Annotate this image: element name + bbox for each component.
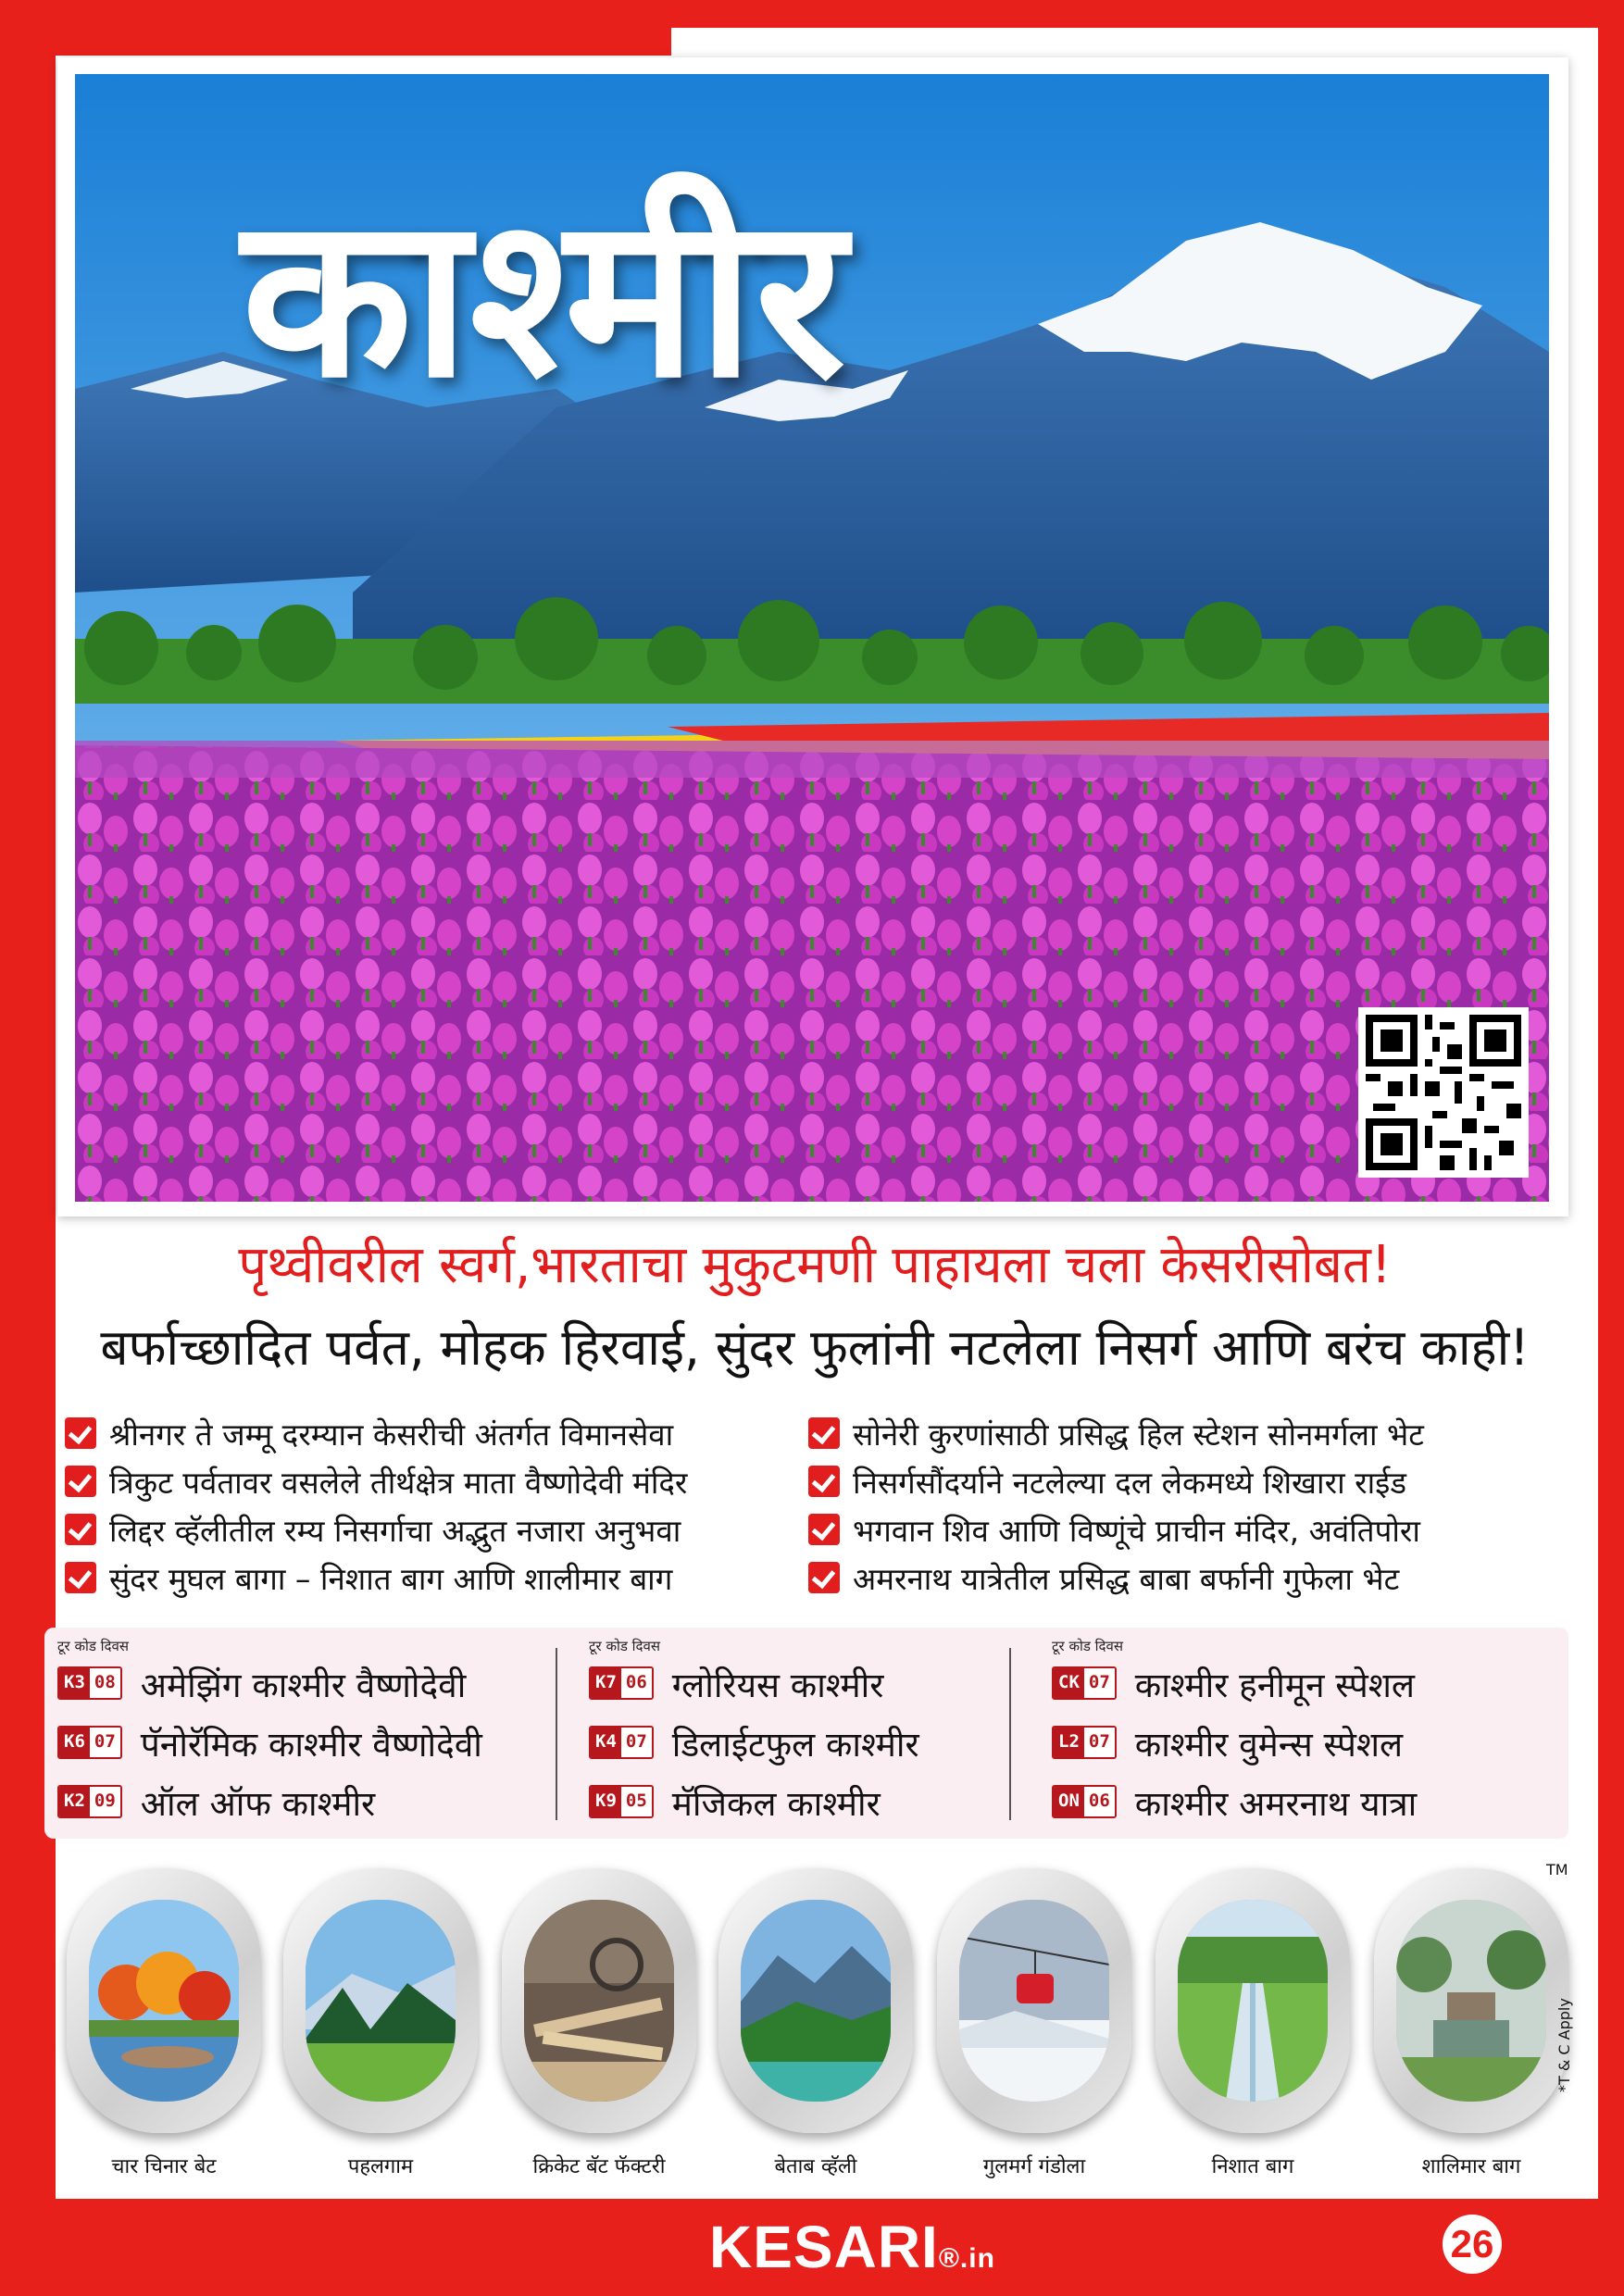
window-betaab-valley[interactable] — [718, 1868, 913, 2178]
tour-days: 06 — [1084, 1787, 1115, 1816]
hero-image — [75, 74, 1549, 1202]
qr-code-icon — [1366, 1015, 1521, 1170]
tour-row[interactable] — [1052, 1713, 1533, 1772]
highlight-item — [65, 1554, 672, 1602]
tour-row[interactable] — [1052, 1653, 1533, 1713]
tour-name: ग्लोरियस काश्मीर — [671, 1665, 884, 1705]
highlight-item — [808, 1409, 1424, 1457]
checkbox-icon — [65, 1417, 96, 1449]
checkbox-icon — [808, 1466, 840, 1497]
cable-car-photo — [959, 1900, 1109, 2102]
window-label: बेताब व्हॅली — [774, 2155, 857, 2178]
garden-fountain-photo — [1396, 1900, 1546, 2102]
window-char-chinar[interactable] — [67, 1868, 261, 2178]
window-label: चार चिनार बेट — [111, 2155, 217, 2178]
checkbox-icon — [808, 1417, 840, 1449]
tour-row[interactable] — [589, 1653, 1070, 1713]
qr-code[interactable] — [1358, 1007, 1529, 1178]
tour-days: 07 — [1084, 1728, 1115, 1757]
tour-name: डिलाईटफुल काश्मीर — [671, 1724, 919, 1765]
tour-code-caption: टूर कोड दिवस — [589, 1638, 660, 1654]
highlight-text: त्रिकुट पर्वतावर वसलेले तीर्थक्षेत्र माता वैष्णोदेवी मंदिर — [109, 1464, 688, 1501]
highlight-text: सुंदर मुघल बागा – निशात बाग आणि शालीमार बाग — [109, 1560, 673, 1597]
tour-code: K4 — [591, 1728, 621, 1757]
river-valley-photo — [741, 1900, 891, 2102]
tour-row[interactable] — [57, 1772, 539, 1831]
tour-code-badge — [589, 1666, 654, 1700]
tour-code: L2 — [1054, 1728, 1084, 1757]
tour-code: CK — [1054, 1668, 1084, 1698]
tour-name: अमेझिंग काश्मीर वैष्णोदेवी — [140, 1665, 467, 1705]
tour-code-caption: टूर कोड दिवस — [1052, 1638, 1123, 1654]
window-pahalgam[interactable] — [283, 1868, 478, 2178]
tour-row[interactable] — [57, 1653, 539, 1713]
tour-code-badge — [57, 1785, 122, 1818]
tour-column — [1052, 1637, 1533, 1831]
tour-code: K2 — [59, 1787, 90, 1816]
hero-title: काश्मीर — [242, 166, 846, 427]
highlight-item — [808, 1505, 1420, 1554]
tour-days: 07 — [621, 1728, 652, 1757]
highlight-text: लिद्दर व्हॅलीतील रम्य निसर्गाचा अद्भुत नजारा अनुभवा — [109, 1512, 681, 1549]
tour-code-badge — [589, 1785, 654, 1818]
window-label: क्रिकेट बॅट फॅक्टरी — [532, 2155, 666, 2178]
tour-code: K3 — [59, 1668, 90, 1698]
window-label: निशात बाग — [1211, 2155, 1294, 2178]
highlights-list — [65, 1409, 1555, 1603]
tour-row[interactable] — [589, 1713, 1070, 1772]
tour-code-badge — [1052, 1666, 1117, 1700]
highlight-item — [65, 1505, 681, 1554]
trademark-mark: TM — [1546, 1861, 1568, 1878]
highlight-text: अमरनाथ यात्रेतील प्रसिद्ध बाबा बर्फानी गुफेला भेट — [853, 1560, 1400, 1597]
window-bat-factory[interactable] — [502, 1868, 696, 2178]
tour-days: 07 — [90, 1728, 120, 1757]
tour-column — [57, 1637, 539, 1831]
tour-row[interactable] — [589, 1772, 1070, 1831]
tour-code-badge — [57, 1726, 122, 1759]
tour-days: 05 — [621, 1787, 652, 1816]
valley-meadow-photo — [306, 1900, 456, 2102]
highlight-item — [65, 1409, 673, 1457]
brand-logo[interactable] — [709, 2213, 995, 2281]
window-nishat-bagh[interactable] — [1156, 1868, 1350, 2178]
headline-secondary: बर्फाच्छादित पर्वत, मोहक हिरवाई, सुंदर फुलांनी नटलेला निसर्ग आणि बरंच काही! — [100, 1318, 1530, 1377]
tour-code: K7 — [591, 1668, 621, 1698]
tour-code-badge — [1052, 1726, 1117, 1759]
tour-name: काश्मीर हनीमून स्पेशल — [1134, 1665, 1415, 1705]
tour-days: 06 — [621, 1668, 652, 1698]
frame-top-band-right — [671, 0, 1624, 28]
window-shalimar-bagh[interactable] — [1374, 1868, 1568, 2178]
tour-days: 08 — [90, 1668, 120, 1698]
page-number: 26 — [1443, 2215, 1502, 2274]
tour-row[interactable] — [1052, 1772, 1533, 1831]
terms-note: *T & C Apply — [1555, 1998, 1573, 2092]
tour-code-badge — [589, 1726, 654, 1759]
tour-days: 07 — [1084, 1668, 1115, 1698]
tour-code-caption: टूर कोड दिवस — [57, 1638, 129, 1654]
highlight-text: श्रीनगर ते जम्मू दरम्यान केसरीची अंतर्गत विमानसेवा — [109, 1416, 674, 1453]
window-label: पहलगाम — [347, 2155, 414, 2178]
brand-name: KESARI — [709, 2214, 939, 2280]
tour-code: ON — [1054, 1787, 1084, 1816]
highlight-text: भगवान शिव आणि विष्णूंचे प्राचीन मंदिर, अवंतिपोरा — [853, 1512, 1420, 1549]
tour-column — [589, 1637, 1070, 1831]
highlight-text: निसर्गसौंदर्याने नटलेल्या दल लेकमध्ये शिखारा राईड — [853, 1464, 1407, 1501]
highlight-item — [65, 1457, 687, 1505]
brand-suffix: ®.in — [938, 2243, 995, 2274]
frame-top-band — [0, 0, 671, 56]
tour-code: K9 — [591, 1787, 621, 1816]
window-gulmarg-gondola[interactable] — [937, 1868, 1131, 2178]
checkbox-icon — [65, 1514, 96, 1545]
frame-left-band — [0, 0, 56, 2296]
tour-name: पॅनोरॅमिक काश्मीर वैष्णोदेवी — [140, 1724, 482, 1765]
wood-workshop-photo — [524, 1900, 674, 2102]
checkbox-icon — [65, 1466, 96, 1497]
highlight-item — [808, 1457, 1406, 1505]
frame-right-band — [1598, 0, 1624, 2296]
tour-code-badge — [57, 1666, 122, 1700]
destination-windows — [56, 1861, 1574, 2185]
tour-code-badge — [1052, 1785, 1117, 1818]
mughal-garden-photo — [1178, 1900, 1328, 2102]
window-label: शालिमार बाग — [1421, 2155, 1521, 2178]
highlight-text: सोनेरी कुरणांसाठी प्रसिद्ध हिल स्टेशन सोनमर्गला भेट — [853, 1416, 1424, 1453]
tour-name: काश्मीर अमरनाथ यात्रा — [1134, 1783, 1418, 1824]
tour-days: 09 — [90, 1787, 120, 1816]
tour-row[interactable] — [57, 1713, 539, 1772]
window-label: गुलमर्ग गंडोला — [982, 2155, 1086, 2178]
tour-name: ऑल ऑफ काश्मीर — [140, 1783, 376, 1824]
tour-divider — [556, 1648, 557, 1820]
tour-name: मॅजिकल काश्मीर — [671, 1783, 881, 1824]
checkbox-icon — [808, 1514, 840, 1545]
highlight-item — [808, 1554, 1399, 1602]
checkbox-icon — [65, 1562, 96, 1593]
tour-name: काश्मीर वुमेन्स स्पेशल — [1134, 1724, 1404, 1765]
autumn-island-photo — [89, 1900, 239, 2102]
checkbox-icon — [808, 1562, 840, 1593]
tour-code: K6 — [59, 1728, 90, 1757]
headline-primary: पृथ्वीवरील स्वर्ग,भारताचा मुकुटमणी पाहायला चला केसरीसोबत! — [238, 1235, 1392, 1295]
